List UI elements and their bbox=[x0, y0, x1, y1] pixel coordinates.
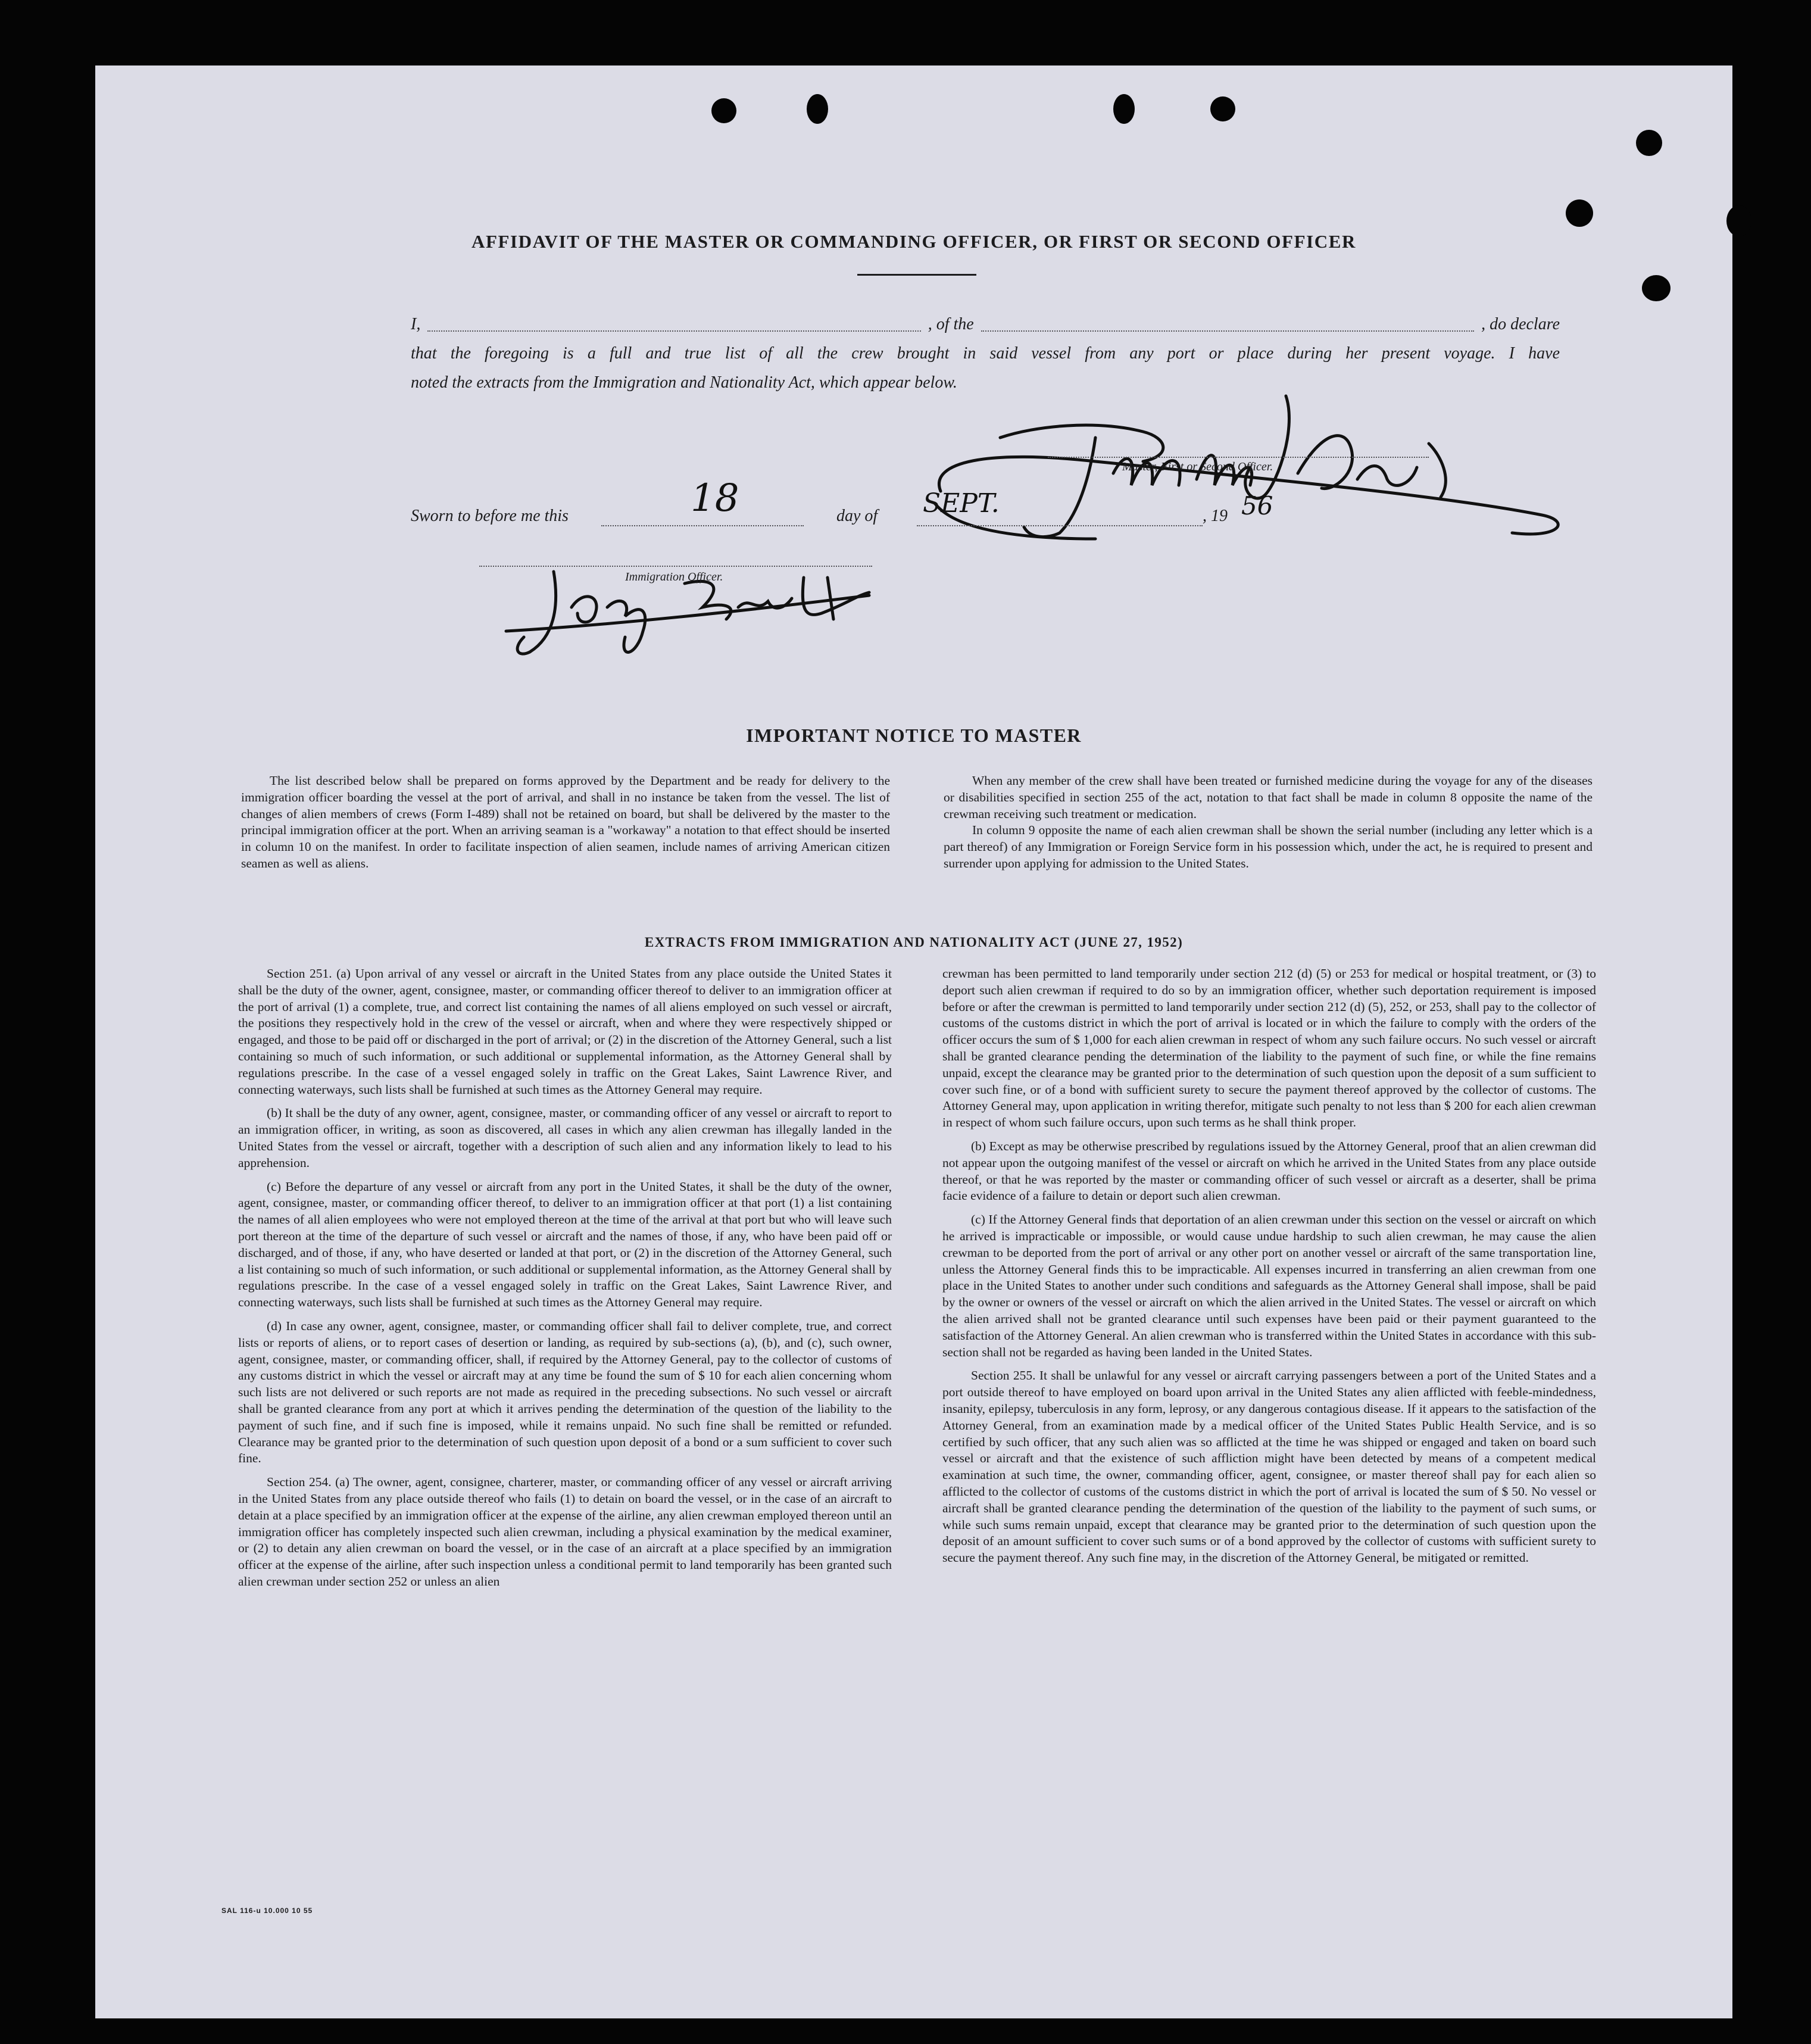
officer-signature-line bbox=[479, 566, 872, 567]
month-line bbox=[917, 525, 1203, 526]
punch-hole bbox=[1636, 130, 1662, 156]
notice-right-column: When any member of the crew shall have been treated or furnished medicine during the voyage for any of the diseases or disabilities specified in section 255 of the act, notation to that fact shall be made in column 8 opposite the name of the crewman receiving such treatment or medication. In column 9 opposite the name of each alien crewman shall be shown the serial number (including any letter which is a part thereof) of any Immigration or Foreign Service form in his possession which, under the act, he is required to present and surrender upon applying for admission to the United States. bbox=[944, 773, 1593, 870]
punch-hole bbox=[711, 98, 736, 123]
declaration-line-1: I, , of the , do declare bbox=[411, 310, 1560, 339]
section-254a-cont: crewman has been permitted to land temporarily under section 212 (d) (5) or 253 for medical or hospital treatment, or (3) to deport such alien crewman if required to do so by an immigration officer, whether such deportation requirement is imposed before or after the crewman is permitted to land temporarily under section 212 (d) (5), 252, or 253, shall pay to the collector of customs of the customs district in which the port of arrival is located or in which the failure to comply with the orders of the officer occurs the sum of $ 1,000 for each alien crewman in respect of whom any such failure occurs. No such vessel or aircraft shall be granted clearance pending the determination of the liability to the payment of such fine, or while the fine remains unpaid, except the clearance may be granted prior to the determination of such question upon the deposit of a sum sufficient to cover such fine, or of a bond with sufficient surety to secure the payment thereof approved by the collector of customs. The Attorney General may, upon application in writing therefor, mitigate such penalty to not less than $ 200 for each alien crewman in respect of whom such failure occurs, upon such terms as he shall think proper. bbox=[942, 966, 1596, 1130]
notice-title: IMPORTANT NOTICE TO MASTER bbox=[746, 725, 1082, 746]
month-handwritten: SEPT. bbox=[923, 488, 1000, 519]
extracts-title: EXTRACTS FROM IMMIGRATION AND NATIONALITY ACT (JUNE 27, 1952) bbox=[644, 935, 1184, 950]
day-of-text: day of bbox=[836, 507, 878, 525]
master-signature-line bbox=[1048, 457, 1429, 458]
section-251d: (d) In case any owner, agent, consignee, master, or commanding officer shall fail to deliver complete, true, and correct lists or reports of aliens, or to report cases of desertion or landing, as required by sub-sections (a), (b), and (c), such owner, agent, consignee, master, or commanding officer, shall, if required by the Attorney General, pay to the collector of customs of any customs district in which the vessel or aircraft may at any time be found the sum of $ 10 for each alien concerning whom such lists are not delivered or such reports are not made as required in the preceding subsections. No such vessel or aircraft shall be granted clearance from any port at which it arrives pending the determination of the question of the liability to the payment of such fine, and if such fine is imposed, while it remains unpaid. No such fine shall be remitted or refunded. Clearance may be granted prior to the determination of such question upon deposit of a bond or a sum sufficient to cover such fine. bbox=[238, 1318, 892, 1466]
section-251c: (c) Before the departure of any vessel or aircraft from any port in the United States, it shall be the duty of the owner, agent, consignee, master, or commanding officer thereof, to deliver to an immigration officer at that port (1) a list containing the names of all alien employees who were not employed thereon at the time of the arrival at that port but who will leave such port thereon at the time of the departure of such vessel or aircraft and the names of those, if any, who have been paid off or discharged, and of those, if any, who have deserted or landed at that port, or (2) in the discretion of the Attorney General, such a list containing so much of such information, or such additional or supplemental information, as the Attorney General shall by regulations prescribe. In the case of a vessel engaged solely in traffic on the Great Lakes, Saint Lawrence River, and connecting waterways, such lists shall be furnished at such times as the Attorney General may require. bbox=[238, 1179, 892, 1310]
extracts-right-column bbox=[942, 966, 1596, 1574]
title-rule bbox=[857, 274, 976, 276]
name-field[interactable] bbox=[427, 310, 920, 332]
master-caption: Master, First or Second Officer. bbox=[1122, 460, 1273, 473]
punch-hole bbox=[1566, 199, 1593, 227]
year-prefix: , 19 bbox=[1203, 507, 1228, 525]
sworn-text: Sworn to before me this bbox=[411, 507, 569, 525]
notice-left-column: The list described below shall be prepared on forms approved by the Department and be ready for delivery to the immigration officer boarding the vessel at the port of arrival, and shall in no instance be taken from the vessel. The list of changes of alien members of crews (Form I-489) shall not be retained on board, but shall be delivered by the master to the principal immigration officer at the port. When an arriving seaman is a "workaway" a notation to that effect should be inserted in column 10 on the manifest. In order to facilitate inspection of alien seamen, include names of arriving American citizen seamen as well as aliens. bbox=[241, 773, 890, 870]
section-251b: (b) It shall be the duty of any owner, agent, consignee, master, or commanding officer of any vessel or aircraft to report to an immigration officer, in writing, as soon as discovered, all cases in which any alien crewman has illegally landed in the United States from the vessel or aircraft, together with a description of such alien and any information likely to lead to his apprehension. bbox=[238, 1106, 892, 1170]
declaration-text: I, , of the , do declare that the foregoing is a full and true list of all the crew brought in said vessel from any port or place during her present voyage. I have noted the extracts from the Immigration and Nationality Act, which appear below. bbox=[411, 310, 1560, 397]
day-line bbox=[601, 525, 804, 526]
punch-hole bbox=[1642, 275, 1671, 301]
punch-hole bbox=[1210, 96, 1235, 121]
affidavit-title: AFFIDAVIT OF THE MASTER OR COMMANDING OFFICER, OR FIRST OR SECOND OFFICER bbox=[471, 231, 1357, 252]
vessel-field[interactable] bbox=[981, 310, 1474, 332]
form-number: SAL 116-u 10.000 10 55 bbox=[221, 1906, 313, 1915]
officer-signature bbox=[488, 542, 905, 667]
section-254b: (b) Except as may be otherwise prescribed by regulations issued by the Attorney General, proof that an alien crewman did not appear upon the outgoing manifest of the vessel or aircraft on which he arrived in the United States from any place outside thereof, or that he was reported by the master or commanding officer of such vessel or aircraft as a deserter, shall be prima facie evidence of a failure to detain or deport such alien crewman. bbox=[942, 1138, 1596, 1203]
year-handwritten: 56 bbox=[1241, 491, 1273, 520]
extracts-left-column bbox=[238, 966, 892, 1597]
document-page bbox=[95, 65, 1732, 2018]
sworn-day-handwritten: 18 bbox=[691, 476, 739, 520]
officer-caption: Immigration Officer. bbox=[625, 570, 723, 583]
master-signature bbox=[917, 360, 1631, 563]
punch-hole bbox=[1113, 94, 1135, 124]
section-251a: Section 251. (a) Upon arrival of any vessel or aircraft in the United States from any place outside the United States it shall be the duty of the owner, agent, consignee, master, or commanding officer thereof to deliver to an immigration officer at the port of arrival (1) a complete, true, and correct list containing the names of all aliens employed on such vessel or aircraft, the positions they respectively hold in the crew of the vessel or aircraft, when and where they were respectively shipped or engaged, and those to be paid off or discharged in the port of arrival; or (2) in the discretion of the Attorney General, such a list containing so much of such information, or such additional or supplemental information, as the Attorney General shall by regulations prescribe. In the case of a vessel engaged solely in traffic on the Great Lakes, Saint Lawrence River, and connecting waterways, such lists shall be furnished at such times as the Attorney General may require. bbox=[238, 966, 892, 1097]
section-254a: Section 254. (a) The owner, agent, consignee, charterer, master, or commanding officer of any vessel or aircraft arriving in the United States from any place outside thereof who fails (1) to detain on board the vessel, or in the case of an aircraft to detain at a place specified by an immigration officer at the expense of the airline, any alien crewman employed thereon until an immigration officer has completely inspected such alien crewman, including a physical examination by the medical examiner, or (2) to detain any alien crewman on board the vessel, or in the case of an aircraft at a place specified by an immigration officer at the expense of the airline, after such inspection unless a conditional permit to land temporarily has been granted such alien crewman under section 252 or unless an alien bbox=[238, 1475, 892, 1589]
punch-hole bbox=[807, 94, 828, 124]
section-254c: (c) If the Attorney General finds that deportation of an alien crewman under this section on the vessel or aircraft on which he arrived is impracticable or impossible, or would cause undue hardship to such alien crewman, he may cause the alien crewman to be deported from the port of arrival or any other port on another vessel or aircraft of the same transportation line, unless the Attorney General finds this to be impracticable. All expenses incurred in transferring an alien crewman from one place in the United States to another under such conditions and safeguards as the Attorney General shall impose, shall be paid by the owner or owners of the vessel or aircraft on which the alien arrived in the United States. The vessel or aircraft on which the alien arrived shall not be granted clearance until such expenses have been paid or their payment guaranteed to the satisfaction of the Attorney General. An alien crewman who is transferred within the United States in accordance with this sub-section shall not be regarded as having been landed in the United States. bbox=[942, 1212, 1596, 1359]
section-255: Section 255. It shall be unlawful for any vessel or aircraft carrying passengers between a port of the United States and a port outside thereof to have employed on board upon arrival in the United States any alien afflicted with feeble-mindedness, insanity, epilepsy, tuberculosis in any form, leprosy, or any dangerous contagious disease. If it appears to the satisfaction of the Attorney General, from an examination made by a medical officer of the United States Public Health Service, and is so certified by such officer, that any such alien was so afflicted at the time he was shipped or engaged and taken on board such vessel or aircraft and that the existence of such affliction might have been detected by means of a competent medical examination at such time, the owner, commanding officer, agent, consignee, or master thereof shall pay for each alien so afflicted to the collector of customs of the customs district in which the port of arrival is located the sum of $ 50. No vessel or aircraft shall be granted clearance pending the determination of the question of the liability to the payment of such sums, or while such sums remain unpaid, except that clearance may be granted prior to the determination of such question upon the deposit of an amount sufficient to cover such sums or of a bond approved by the collector of customs with sufficient surety to secure the payment thereof. Any such fine may, in the discretion of the Attorney General, be mitigated or remitted. bbox=[942, 1368, 1596, 1565]
